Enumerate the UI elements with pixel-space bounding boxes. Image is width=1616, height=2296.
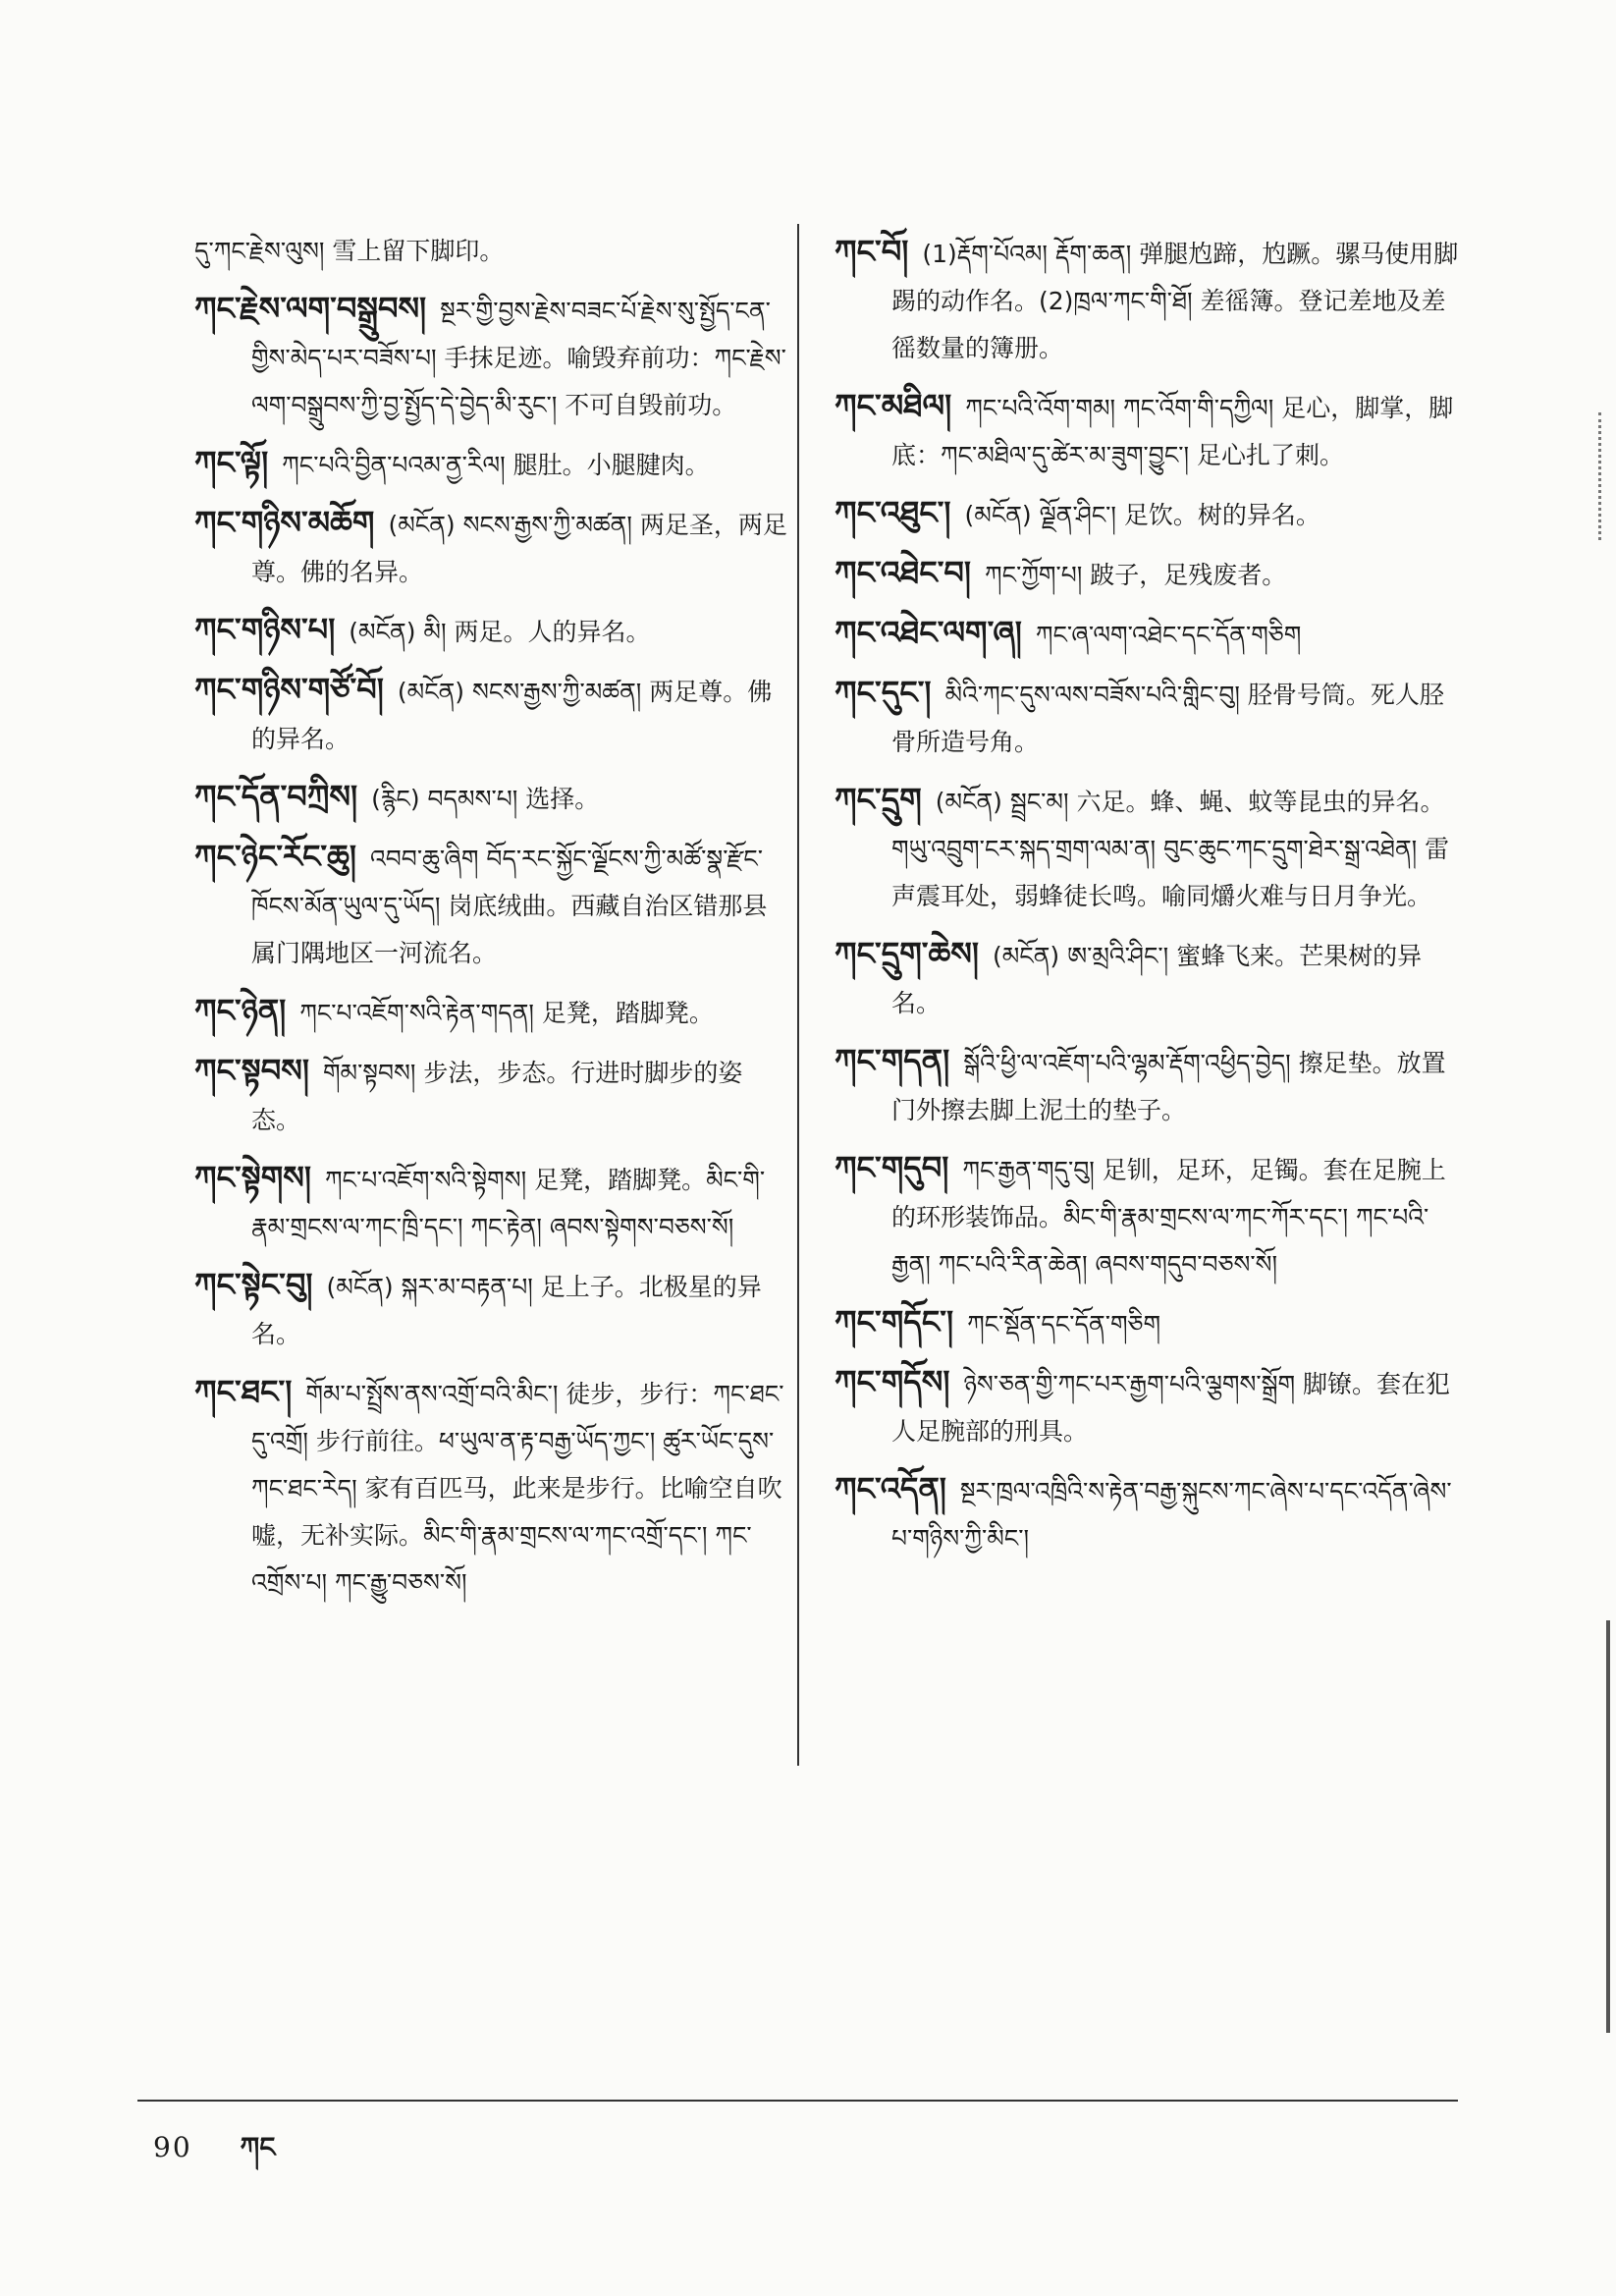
entry-definition: ཉེས་ཅན་གྱི་ཀང་པར་རྒྱག་པའི་ལྕགས་སྒྲོག 脚镣。套在犯人足腕部的刑具。 <box>891 1370 1451 1446</box>
left-column <box>194 228 788 1616</box>
entry-headword: ཀང་དྲུག <box>835 781 922 818</box>
entry-definition: (མངོན) སྐར་མ་བརྟན་པ། 足上子。北极星的异名。 <box>251 1273 762 1348</box>
entry-definition: ཀང་པ་འཇོག་སའི་རྟེན་གདན། 足凳，踏脚凳。 <box>299 999 714 1027</box>
entry-headword: ཀང་སྟབས། <box>194 1052 309 1089</box>
entry-headword: ཀང་ལྟོ། <box>194 444 269 481</box>
dictionary-entry <box>194 1261 788 1358</box>
entry-headword: ཀང་ཉེང་རོང་ཆུ། <box>194 838 357 875</box>
dictionary-entry <box>835 776 1463 920</box>
page-number: 90 <box>153 2131 192 2163</box>
entry-definition: (མངོན) ལྗོན་ཤིང་། 足饮。树的异名。 <box>964 501 1320 529</box>
entry-headword: ཀང་མཐིལ། <box>835 387 952 424</box>
dictionary-entry <box>194 833 788 977</box>
entry-definition: མིའི་ཀང་དུས་ལས་བཟོས་པའི་གླིང་བུ། 胫骨号筒。死人胫骨所造号角。 <box>891 681 1444 756</box>
entry-definition: ཀང་པའི་འོག་གམ། ཀང་འོག་གི་དཀྱིལ། 足心，脚掌，脚底：ཀང་མཐིལ་དུ་ཚེར་མ་ཟུག་བྱུང་། 足心扎了刺。 <box>891 394 1454 469</box>
entry-definition: ཀང་ཀྱོག་པ། 跛子，足残废者。 <box>985 561 1287 589</box>
entry-headword: ཀང་འཐེང་བ། <box>835 554 972 591</box>
dictionary-entry <box>835 1358 1463 1455</box>
dictionary-entry <box>194 1154 788 1251</box>
entry-definition: གོམ་སྟབས། 步法，步态。行进时脚步的姿态。 <box>251 1059 743 1134</box>
column-divider <box>797 224 799 1766</box>
running-head: ཀང <box>240 2131 276 2163</box>
dictionary-entry <box>835 1037 1463 1134</box>
margin-scan-bar <box>1606 1620 1610 2033</box>
entry-definition: (མངོན) མི། 两足。人的异名。 <box>349 618 651 646</box>
dictionary-entry <box>194 773 788 823</box>
entry-headword: ཀང་དྲུག་ཆེས། <box>835 935 979 972</box>
entry-headword: ཀང་རྗེས་ལག་བསྒྲུབས། <box>194 290 427 327</box>
dictionary-entry <box>194 1368 788 1607</box>
entry-headword: ཀང་གདོས། <box>835 1363 950 1400</box>
dictionary-entry <box>835 669 1463 766</box>
entry-headword: ཀང་དོན་བཀྲིས། <box>194 778 358 815</box>
dictionary-entry <box>194 1047 788 1144</box>
footer-rule <box>137 2100 1458 2102</box>
entry-headword: ཀང་གདན། <box>835 1042 950 1079</box>
dictionary-entry <box>194 228 788 275</box>
dictionary-entry <box>835 1298 1463 1348</box>
entry-definition: (རྙིང) བདམས་པ། 选择。 <box>371 785 600 813</box>
entry-definition: (མངོན) སངས་རྒྱས་ཀྱི་མཚན། 两足圣，两足尊。佛的名异。 <box>251 511 787 586</box>
entry-headword: ཀང་གདུབ། <box>835 1149 949 1186</box>
entry-definition: གོམ་པ་སྤྲོས་ནས་འགྲོ་བའི་མིང་། 徒步，步行：ཀང་ཐང་དུ་འགྲོ། 步行前往。ཕ་ཡུལ་ན་རྟ་བརྒྱ་ཡོད་ཀྱང་། ཚུར་ཡོང་དུས་ཀང་ཐང་རེད། 家有百匹马，此来是步行。比喻空自吹嘘，无补实际。མིང་གི་རྣམ་གྲངས་ལ་ཀང་འགྲོ་དང་། ཀང་འགྲོས་པ། ཀང་རྒྱུ་བཅས་སོ། <box>251 1380 784 1597</box>
dictionary-entry <box>194 499 788 596</box>
dictionary-entry <box>194 439 788 489</box>
dictionary-entry <box>835 549 1463 599</box>
entry-definition: (མངོན) སྦྲང་མ། 六足。蜂、蝇、蚊等昆虫的异名。གཡུ་འབྲུག་ངར་སྐད་གྲག་ལམ་ན། བུང་ཆུང་ཀང་དྲུག་ཐེར་སྒྲ་འཐེན། 雷声震耳处，弱蜂徒长鸣。喻同爝火难与日月争光。 <box>891 788 1450 910</box>
entry-headword: ཀང་གཉིས་མཆོག <box>194 504 375 541</box>
dictionary-entry <box>835 382 1463 479</box>
dictionary-entry <box>194 666 788 763</box>
entry-headword: ཀང་བོ། <box>835 233 909 270</box>
entry-definition: (མངོན) སངས་རྒྱས་ཀྱི་མཚན། 两足尊。佛的异名。 <box>251 678 773 753</box>
dictionary-entry <box>835 489 1463 539</box>
dictionary-entry <box>835 609 1463 659</box>
entry-headword: ཀང་ཉེན། <box>194 992 287 1029</box>
entry-headword: ཀང་སྟེང་བུ། <box>194 1266 313 1303</box>
page-footer <box>153 2116 275 2194</box>
entry-definition: སྔར་གྱི་བྱས་རྗེས་བཟང་པོ་རྗེས་སུ་སྤྱོད་ངན་གྱིས་མེད་པར་བཟོས་པ། 手抹足迹。喻毁弃前功：ཀང་རྗེས་ལག་བསྒྲུབས་ཀྱི་བྱ་སྤྱོད་དེ་བྱེད་མི་རུང་། 不可自毁前功。 <box>251 297 786 419</box>
entry-headword: ཀང་གཉིས་པ། <box>194 611 336 648</box>
margin-tick-marks <box>1598 412 1607 540</box>
entry-definition: དུ་ཀང་རྗེས་ལུས། 雪上留下脚印。 <box>194 237 505 265</box>
entry-headword: ཀང་འཐུང་། <box>835 494 951 531</box>
entry-definition: ཀང་ཞ་ལག་འཐེང་དང་དོན་གཅིག <box>1035 621 1302 649</box>
entry-headword: ཀང་དུང་། <box>835 674 932 711</box>
entry-definition: ཀང་པའི་བྱིན་པའམ་ནྱ་རིལ། 腿肚。小腿腱肉。 <box>282 451 710 479</box>
entry-headword: ཀང་ཐང་། <box>194 1373 293 1410</box>
dictionary-entry <box>835 930 1463 1027</box>
right-column <box>835 228 1463 1572</box>
entry-definition: (1)རྡོག་པོའམ། རྡོག་ཆན། 弹腿尥蹄，尥蹶。骡马使用脚踢的动作名。(2)ཁྲལ་ཀང་གི་ཐོ། 差徭簿。登记差地及差徭数量的簿册。 <box>891 240 1459 362</box>
entry-definition: (མངོན) ཨ་མྲའི་ཤིང་། 蜜蜂飞来。芒果树的异名。 <box>891 942 1423 1017</box>
entry-definition: ཀང་སྡོན་དང་དོན་གཅིག <box>967 1310 1161 1339</box>
entry-headword: ཀང་སྟེགས། <box>194 1159 311 1196</box>
dictionary-entry <box>835 1144 1463 1288</box>
entry-headword: ཀང་འདོན། <box>835 1470 946 1507</box>
entry-headword: ཀང་གཉིས་གཙོ་བོ། <box>194 671 384 708</box>
dictionary-entry <box>194 606 788 656</box>
entry-definition: སྒོའི་ཕྱི་ལ་འཇོག་པའི་ལྷམ་རྡོག་འཕྱིད་བྱེད། 擦足垫。放置门外擦去脚上泥土的垫子。 <box>891 1049 1446 1124</box>
dictionary-entry <box>194 285 788 429</box>
entry-headword: ཀང་འཐེང་ལག་ཞ། <box>835 614 1022 651</box>
entry-definition: ཀང་པ་འཇོག་སའི་སྟེགས། 足凳，踏脚凳。མིང་གི་རྣམ་གྲངས་ལ་ཀང་ཁྲི་དང་། ཀང་རྟེན། ཞབས་སྟེགས་བཅས་སོ། <box>251 1166 766 1241</box>
entry-headword: ཀང་གདོང་། <box>835 1303 954 1340</box>
dictionary-entry <box>194 987 788 1037</box>
dictionary-entry <box>835 228 1463 372</box>
entry-definition: སྔར་ཁྲལ་འཁྲིའི་ས་རྟེན་བརྒྱ་སྐུངས་ཀང་ཞེས་པ་དང་འདོན་ཞེས་པ་གཉིས་ཀྱི་མིང་། <box>891 1477 1452 1553</box>
entry-definition: འབབ་ཆུ་ཞིག བོད་རང་སྐྱོང་ལྗོངས་ཀྱི་མཚོ་སྣ་རྫོང་ཁོངས་མོན་ཡུལ་དུ་ཡོད། 岗底绒曲。西藏自治区错那县属门隅地区一河流名。 <box>251 845 768 967</box>
entry-definition: ཀང་རྒྱན་གདུ་བུ། 足钏，足环，足镯。套在足腕上的环形装饰品。མིང་གི་རྣམ་གྲངས་ལ་ཀང་ཀོར་དང་། ཀང་པའི་རྒྱན། ཀང་པའི་རིན་ཆེན། ཞབས་གདུབ་བཅས་སོ། <box>891 1156 1446 1279</box>
dictionary-entry <box>835 1465 1463 1562</box>
